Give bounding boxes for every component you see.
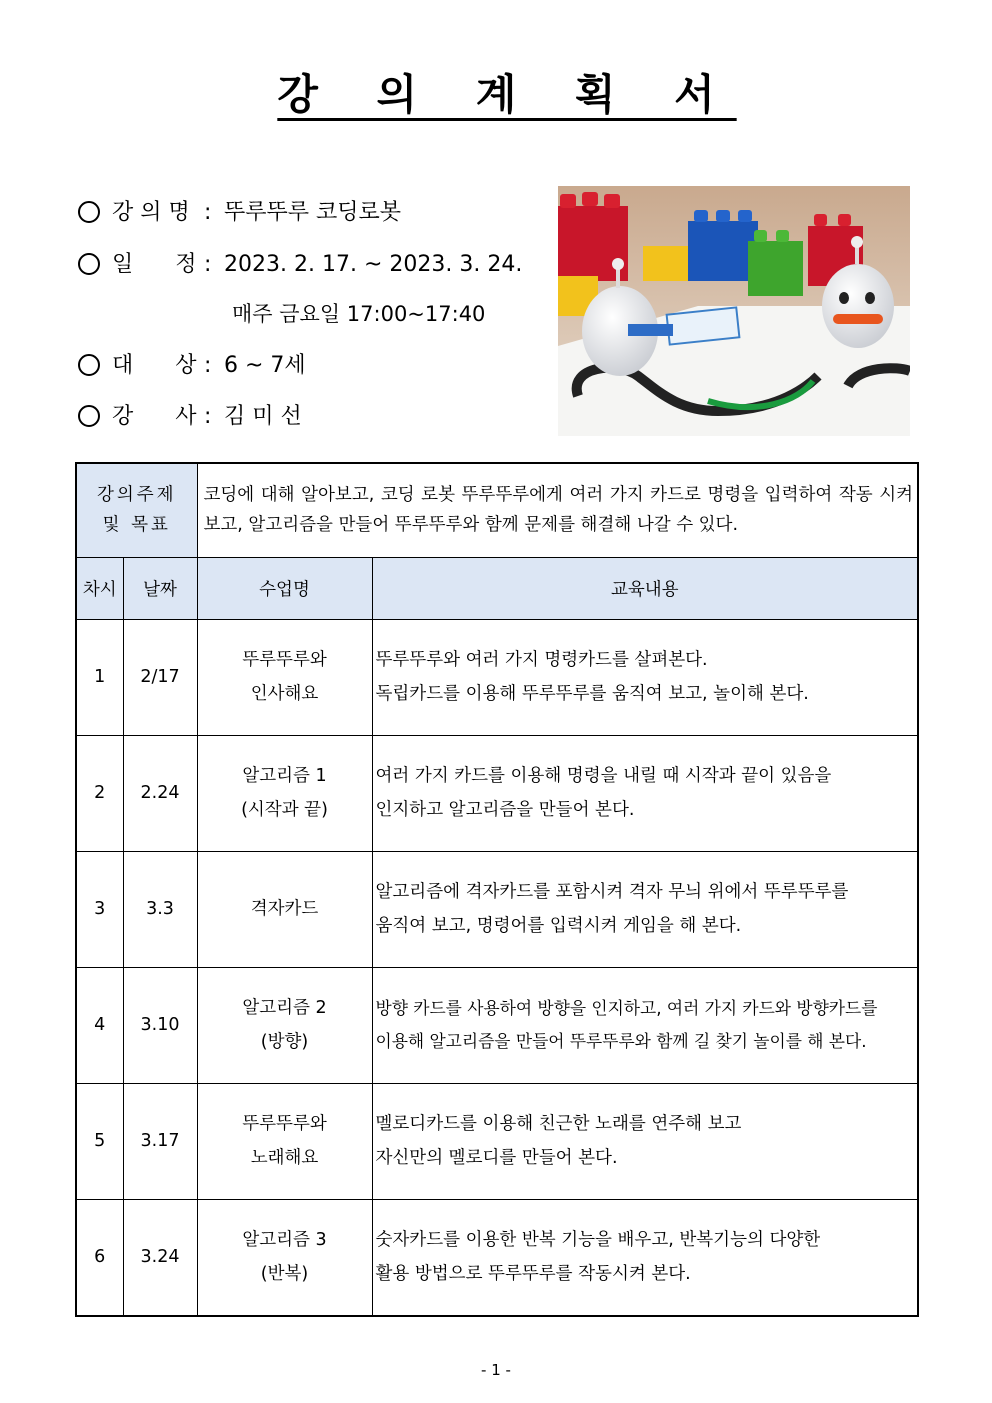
row-lesson: 뚜루뚜루와 인사해요 — [197, 619, 372, 735]
lesson-plan-table — [75, 462, 919, 1317]
row-number: 5 — [76, 1083, 123, 1199]
info-label: 일 정 — [112, 252, 197, 277]
info-value: 6 ~ 7세 — [224, 353, 306, 378]
goal-label: 강의주제 및 목표 — [76, 463, 197, 557]
row-number: 6 — [76, 1199, 123, 1316]
goal-text: 코딩에 대해 알아보고, 코딩 로봇 뚜루뚜루에게 여러 가지 카드로 명령을 입력하여 작동 시켜 보고, 알고리즘을 만들어 뚜루뚜루와 함께 문제를 해결해 나갈 수 있다. — [197, 463, 918, 557]
row-number: 2 — [76, 735, 123, 851]
row-lesson: 격자카드 — [197, 851, 372, 967]
row-number: 1 — [76, 619, 123, 735]
circle-bullet-icon — [78, 201, 100, 223]
table-row — [76, 1083, 918, 1199]
info-label: 강 사 — [112, 404, 197, 429]
document-title: 강 의 계 획 서 — [277, 70, 737, 119]
info-value: 뚜루뚜루 코딩로봇 — [224, 200, 402, 225]
info-value: 김 미 선 — [224, 404, 302, 429]
row-date: 2/17 — [123, 619, 197, 735]
table-header-row — [76, 557, 918, 619]
header-date: 날짜 — [123, 557, 197, 619]
coding-robot-photo — [558, 186, 910, 436]
circle-bullet-icon — [78, 253, 100, 275]
table-row — [76, 967, 918, 1083]
row-date: 2.24 — [123, 735, 197, 851]
circle-bullet-icon — [78, 354, 100, 376]
header-session: 차시 — [76, 557, 123, 619]
table-row — [76, 619, 918, 735]
table-row — [76, 735, 918, 851]
row-lesson: 뚜루뚜루와 노래해요 — [197, 1083, 372, 1199]
info-schedule-sub: 매주 금요일 17:00~17:40 — [232, 302, 486, 326]
header-content: 교육내용 — [372, 557, 918, 619]
info-label: 대 상 — [112, 353, 197, 378]
row-date: 3.17 — [123, 1083, 197, 1199]
circle-bullet-icon — [78, 405, 100, 427]
row-lesson: 알고리즘 1 (시작과 끝) — [197, 735, 372, 851]
row-content: 알고리즘에 격자카드를 포함시켜 격자 무늬 위에서 뚜루뚜루를 움직여 보고, 명령어를 입력시켜 게임을 해 본다. — [372, 851, 918, 967]
row-content: 뚜루뚜루와 여러 가지 명령카드를 살펴본다. 독립카드를 이용해 뚜루뚜루를 움직여 보고, 놀이해 본다. — [372, 619, 918, 735]
row-content: 멜로디카드를 이용해 친근한 노래를 연주해 보고 자신만의 멜로디를 만들어 본다. — [372, 1083, 918, 1199]
row-number: 3 — [76, 851, 123, 967]
info-instructor: 강 사 : 김 미 선 — [78, 399, 302, 430]
row-number: 4 — [76, 967, 123, 1083]
row-content: 여러 가지 카드를 이용해 명령을 내릴 때 시작과 끝이 있음을 인지하고 알고리즘을 만들어 본다. — [372, 735, 918, 851]
row-date: 3.24 — [123, 1199, 197, 1316]
row-lesson: 알고리즘 3 (반복) — [197, 1199, 372, 1316]
info-course: 강 의 명 : 뚜루뚜루 코딩로봇 — [78, 195, 401, 226]
info-value: 2023. 2. 17. ~ 2023. 3. 24. — [224, 252, 523, 277]
row-content: 숫자카드를 이용한 반복 기능을 배우고, 반복기능의 다양한 활용 방법으로 뚜루뚜루를 작동시켜 본다. — [372, 1199, 918, 1316]
info-label: 강 의 명 — [112, 200, 190, 225]
goal-row — [76, 463, 918, 557]
page-number: - 1 - — [481, 1361, 511, 1379]
row-lesson: 알고리즘 2 (방향) — [197, 967, 372, 1083]
header-lesson: 수업명 — [197, 557, 372, 619]
info-target: 대 상 : 6 ~ 7세 — [78, 348, 306, 379]
row-date: 3.10 — [123, 967, 197, 1083]
row-date: 3.3 — [123, 851, 197, 967]
info-schedule: 일 정 : 2023. 2. 17. ~ 2023. 3. 24. — [78, 247, 522, 278]
table-row — [76, 1199, 918, 1316]
row-content: 방향 카드를 사용하여 방향을 인지하고, 여러 가지 카드와 방향카드를 이용해 알고리즘을 만들어 뚜루뚜루와 함께 길 찾기 놀이를 해 본다. — [372, 967, 918, 1083]
table-row — [76, 851, 918, 967]
